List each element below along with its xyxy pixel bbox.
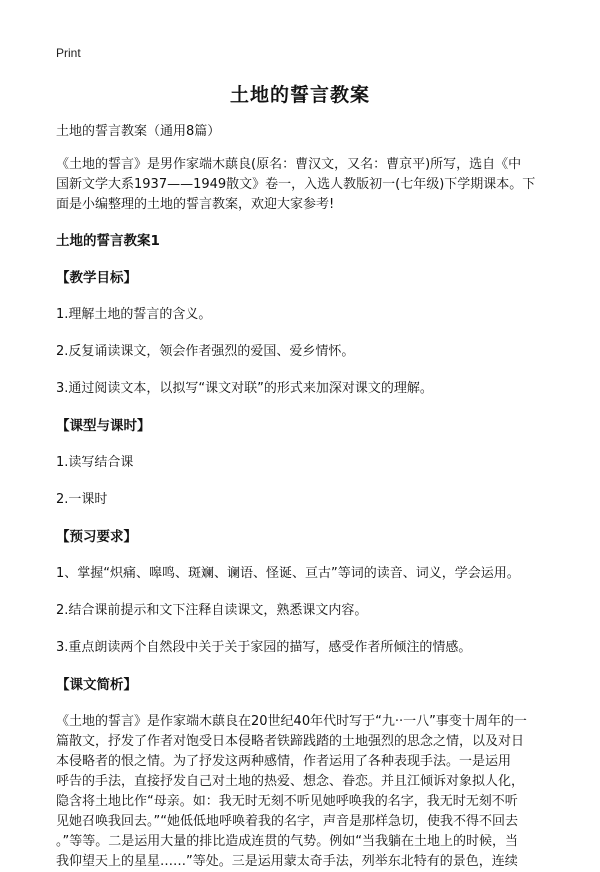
section-heading: 土地的誓言教案1 — [56, 233, 160, 249]
analysis-heading: 【课文简析】 — [56, 677, 137, 693]
analysis-line: 隐含将土地比作“母亲。如：我无时无刻不听见她呼唤我的名字，我无时无刻不听 — [56, 794, 518, 809]
goals-heading: 【教学目标】 — [56, 270, 137, 286]
analysis-line: 我仰望天上的星星……”等处。三是运用蒙太奇手法，列举东北特有的景色，连续 — [56, 854, 518, 869]
lesson-item: 1.读写结合课 — [56, 455, 134, 470]
analysis-line: 篇散文，抒发了作者对饱受日本侵略者铁蹄践踏的土地强烈的思念之情，以及对日 — [56, 734, 525, 749]
goal-item: 3.通过阅读文本，以拟写“课文对联”的形式来加深对课文的理解。 — [56, 381, 433, 396]
preview-item: 2.结合课前提示和文下注释自读课文，熟悉课文内容。 — [56, 603, 368, 618]
document-title: 土地的誓言教案 — [229, 84, 370, 106]
analysis-paragraph — [56, 712, 546, 872]
preview-item: 3.重点朗读两个自然段中关于关于家园的描写，感受作者所倾注的情感。 — [56, 640, 472, 655]
lesson-heading: 【课型与课时】 — [56, 418, 151, 434]
analysis-line: 呼告的手法，直接抒发自己对土地的热爱、想念、眷恋。并且江倾诉对象拟人化， — [56, 774, 525, 789]
intro-line: 国新文学大系1937——1949散文》卷一，入选人教版初一(七年级)下学期课本。下 — [56, 177, 536, 192]
print-link[interactable]: Print — [56, 46, 81, 60]
document-body — [56, 122, 546, 872]
goal-item: 1.理解土地的誓言的含义。 — [56, 307, 212, 322]
analysis-line: 《土地的誓言》是作家端木蕻良在20世纪40年代时写于“九··一八”事变十周年的一 — [56, 714, 527, 729]
preview-heading: 【预习要求】 — [56, 529, 137, 545]
lesson-item: 2.一课时 — [56, 492, 108, 507]
preview-item: 1、掌握“炽痛、嗥鸣、斑斓、谰语、怪诞、亘古”等词的读音、词义，学会运用。 — [56, 566, 520, 581]
analysis-line: 本侵略者的恨之情。为了抒发这两种感情，作者运用了各种表现手法。一是运用 — [56, 754, 512, 769]
goal-item: 2.反复诵读课文，领会作者强烈的爱国、爱乡情怀。 — [56, 344, 355, 359]
intro-line: 面是小编整理的土地的誓言教案，欢迎大家参考! — [56, 197, 335, 212]
document-subtitle: 土地的誓言教案（通用8篇） — [56, 124, 221, 139]
intro-paragraph — [56, 155, 546, 215]
intro-line: 《土地的誓言》是男作家端木蕻良(原名：曹汉文，又名：曹京平)所写，选自《中 — [56, 157, 522, 172]
analysis-line: 见她召唤我回去。”“她低低地呼唤着我的名字，声音是那样急切，使我不得不回去 — [56, 814, 518, 829]
analysis-line: 。”等等。二是运用大量的排比造成连贯的气势。例如“当我躺在土地上的时候，当 — [56, 834, 518, 849]
